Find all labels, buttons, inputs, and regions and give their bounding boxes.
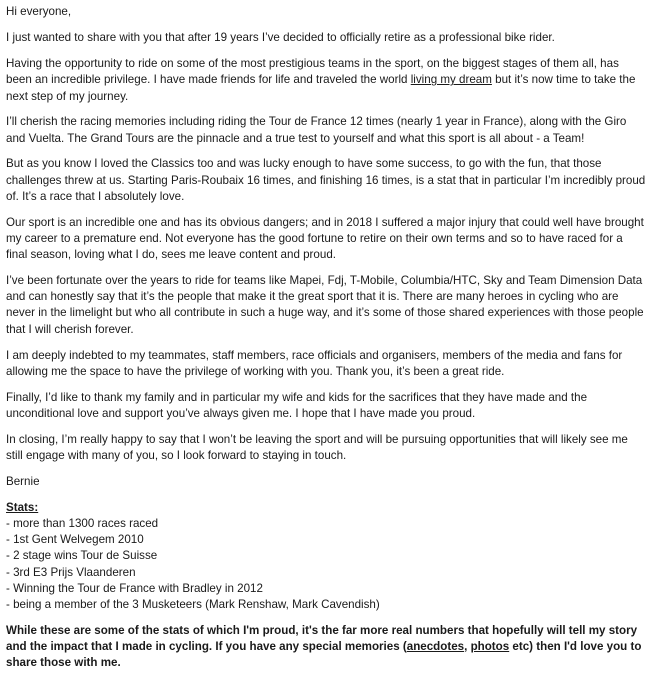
paragraph-grand-tours: I’ll cherish the racing memories including riding the Tour de France 12 times (nearly 1 year in France), along with the Giro and Vuelta. The Grand Tours are the pinnacle and a true test to yourself and what this sport is all about - a Team! (6, 115, 627, 145)
closing-text: While these are some of the stats of which I'm proud, it's the far more real numbers that hopefully will tell my story and the impact that I made in cycling. If you have any special memories ( (6, 623, 638, 654)
paragraph-retirement: I just wanted to share with you that after 19 years I’ve decided to officially retire as a professional bike rider. (6, 31, 555, 45)
paragraph-teams: I’ve been fortunate over the years to ride for teams like Mapei, Fdj, T-Mobile, Columbia/HTC, Sky and Team Dimension Data and can honestly say that it’s the people that make it the great sport that it is. There are many heroes in cycling who are never in the limelight but who all contribute in such a huge way, and it’s some of those shared experiences with those people that I will cherish forever. (6, 274, 644, 336)
stats-item: - being a member of the 3 Musketeers (Mark Renshaw, Mark Cavendish) (6, 597, 380, 611)
paragraph-injury: Our sport is an incredible one and has its obvious dangers; and in 2018 I suffered a major injury that could well have brought my career to a premature end. Not everyone has the good fortune to retire on their own terms and so to have raced for a final season, loving what I do, sees me leave content and proud. (6, 215, 644, 262)
paragraph-thanks: I am deeply indebted to my teammates, staff members, race officials and organisers, members of the media and fans for allowing me the space to have the privilege of working with you. Thank you, it’s been a great ride. (6, 348, 623, 378)
stats-item: - 2 stage wins Tour de Suisse (6, 549, 158, 563)
paragraph-text: but it’s now time to take the next step of my journey. (6, 73, 636, 103)
living-my-dream-link[interactable]: living my dream (410, 73, 492, 87)
paragraph-closing: In closing, I’m really happy to say that I won’t be leaving the sport and will be pursuing opportunities that will likely see me still engage with many of you, so I look forward to staying in touch. (6, 432, 628, 462)
stats-item: - 3rd E3 Prijs Vlaanderen (6, 565, 136, 579)
signoff: Bernie (6, 474, 40, 488)
closing-request (6, 623, 646, 672)
greeting: Hi everyone, (6, 5, 72, 18)
paragraph-text: Having the opportunity to ride on some of the most prestigious teams in the sport, on the biggest stages of them all, has been an incredible privilege. I have made friends for life and traveled the world (6, 57, 619, 87)
paragraph-teams-privilege (6, 56, 646, 105)
stats-list (6, 516, 646, 613)
anecdotes-link[interactable]: anecdotes (406, 640, 465, 654)
stats-item: - more than 1300 races raced (6, 516, 159, 530)
stats-title: Stats: (6, 500, 39, 514)
paragraph-family: Finally, I’d like to thank my family and in particular my wife and kids for the sacrifices that they have made and the unconditional love and support you’ve always given me. I hope that I have made you proud. (6, 390, 588, 420)
closing-text: etc) then I'd love you to share those with me. (6, 640, 642, 670)
paragraph-classics: But as you know I loved the Classics too and was lucky enough to have some success, to go with the fun, that those challenges threw at us. Starting Paris-Roubaix 16 times, and finishing 16 times, is a stat that in particular I’m incredibly proud of. It’s a race that I absolutely love. (6, 157, 646, 203)
stats-item: - 1st Gent Welvegem 2010 (6, 533, 144, 547)
closing-separator: , (464, 640, 471, 654)
photos-link[interactable]: photos (470, 640, 510, 654)
stats-item: - Winning the Tour de France with Bradley in 2012 (6, 581, 263, 595)
